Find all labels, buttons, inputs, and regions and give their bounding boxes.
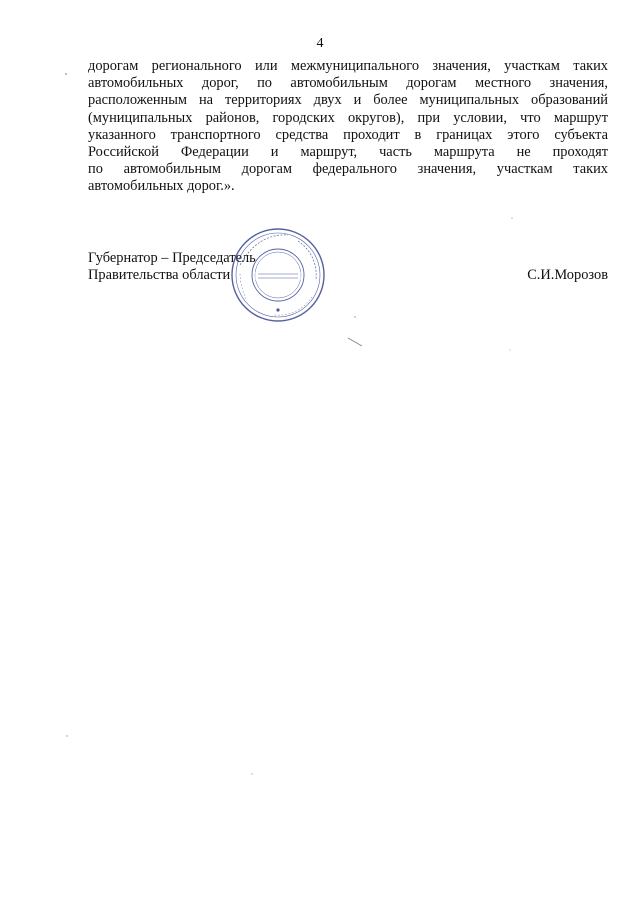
- signatory-title-line2: Правительства области: [88, 267, 231, 284]
- body-line: указанного транспортного средства проходит в границах этого субъекта: [88, 126, 608, 143]
- body-line: (муниципальных районов, городских округов), при условии, что маршрут: [88, 109, 608, 126]
- body-line: автомобильных дорог, по автомобильным дорогам местного значения,: [88, 75, 608, 92]
- body-line: расположенным на территориях двух и более муниципальных образований: [88, 92, 608, 109]
- body-line: дорогам регионального или межмуниципального значения, участкам таких: [88, 58, 608, 74]
- document-body-text: [88, 58, 608, 196]
- body-line: автомобильных дорог.».: [88, 178, 235, 195]
- page-number: 4: [316, 36, 324, 51]
- body-line: по автомобильным дорогам федерального значения, участкам таких: [88, 161, 608, 178]
- official-seal-stamp: [228, 225, 328, 325]
- signatory-name: С.И.Морозов: [527, 267, 608, 284]
- signatory-title-line1: Губернатор – Председатель: [88, 250, 256, 266]
- body-line: Российской Федерации и маршрут, часть маршрута не проходят: [88, 144, 608, 161]
- signature-block: [88, 250, 608, 285]
